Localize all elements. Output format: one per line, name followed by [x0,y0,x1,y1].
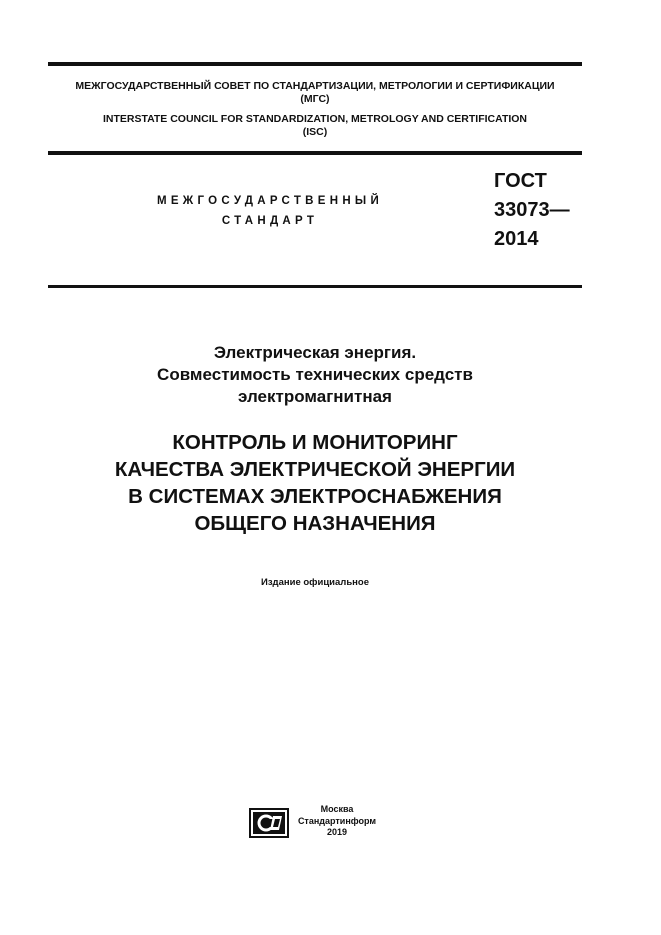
title-line-1: Электрическая энергия. [213,343,417,362]
title-line-3: электромагнитная [238,387,392,406]
gost-designation [494,167,570,254]
publisher-city: Москва [320,804,354,814]
council-ru-name: МЕЖГОСУДАРСТВЕННЫЙ СОВЕТ ПО СТАНДАРТИЗАЦИИ, МЕТРОЛОГИИ И СЕРТИФИКАЦИИ [75,80,555,92]
subtitle-line-2: КАЧЕСТВА ЭЛЕКТРИЧЕСКОЙ ЭНЕРГИИ [114,458,516,481]
gost-prefix: ГОСТ [494,170,547,192]
gost-year: 2014 [494,228,539,250]
publisher-name: Стандартинформ [297,815,377,826]
publisher-info [297,804,377,839]
document-title [48,342,582,408]
top-rule [48,62,582,66]
standard-type-line2: СТАНДАРТ [221,215,319,227]
middle-rule [48,151,582,155]
title-line-2: Совместимость технических средств [157,365,473,384]
gost-number: 33073— [494,199,570,221]
council-en-name: INTERSTATE COUNCIL FOR STANDARDIZATION, METROLOGY AND CERTIFICATION [102,113,528,125]
subtitle-line-4: ОБЩЕГО НАЗНАЧЕНИЯ [194,512,436,535]
edition-label: Издание официальное [261,577,369,588]
lower-rule [48,285,582,288]
council-en-abbr: (ISC) [302,126,328,138]
subtitle-line-1: КОНТРОЛЬ И МОНИТОРИНГ [172,431,458,454]
standartinform-logo-icon [249,808,289,838]
council-ru [48,80,582,106]
publisher-year: 2019 [326,827,348,837]
council-en [48,113,582,139]
document-subtitle [48,429,582,537]
standard-type [150,191,390,231]
subtitle-line-3: В СИСТЕМАХ ЭЛЕКТРОСНАБЖЕНИЯ [128,485,502,508]
council-ru-abbr: (МГС) [300,93,330,105]
standard-type-line1: МЕЖГОСУДАРСТВЕННЫЙ [156,195,384,207]
